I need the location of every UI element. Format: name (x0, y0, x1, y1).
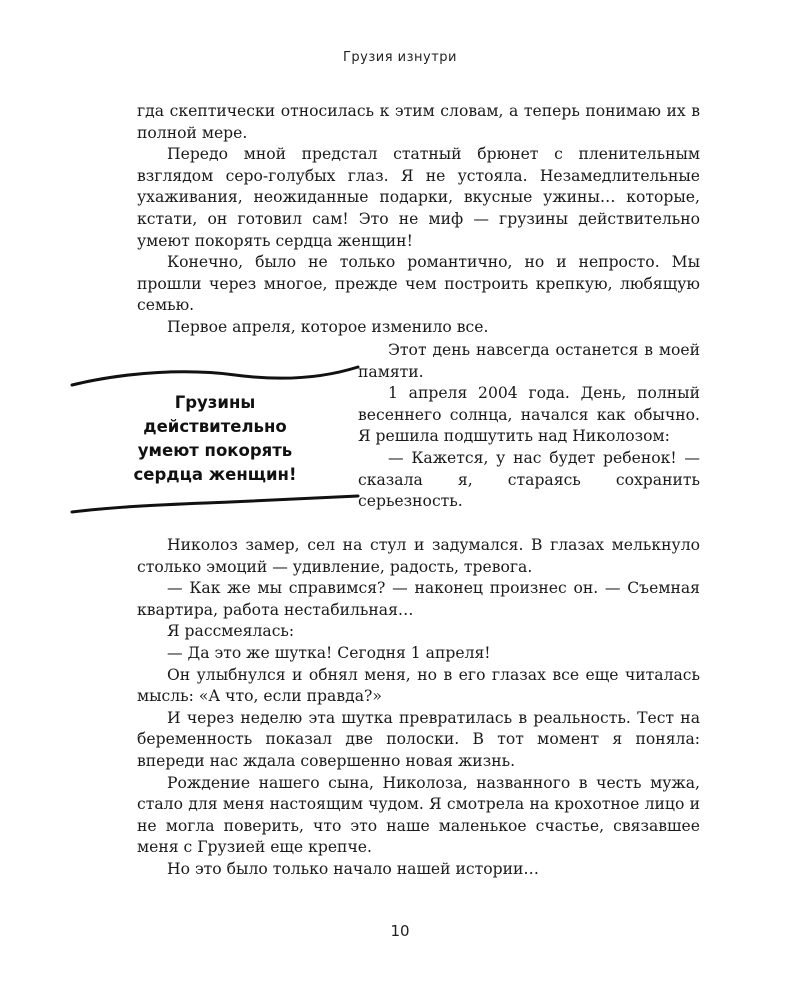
pull-quote-line: умеют покорять (137, 441, 293, 460)
paragraph: Передо мной предстал статный брюнет с пленительным взглядом серо-голубых глаз. Я не устояла. Незамедлительные ухаживания, неожиданные подарки, вкусные ужины… которые, кстати, он готовил сам! Это не миф — грузины действительно умеют покорять сердца женщин! (137, 145, 700, 250)
body-text-top (137, 101, 700, 339)
pull-quote-line: сердца женщин! (133, 465, 297, 484)
paragraph: Конечно, было не только романтично, но и непросто. Мы прошли через многое, прежде чем построить крепкую, любящую семью. (137, 253, 700, 315)
pull-quote-line: действительно (143, 417, 287, 436)
paragraph: Николоз замер, сел на стул и задумался. В глазах мелькнуло столько эмоций — удивление, радость, тревога. (137, 536, 700, 576)
paragraph: Первое апреля, которое изменило все. (167, 317, 489, 336)
paragraph: — Как же мы справимся? — наконец произнес он. — Съемная квартира, работа нестабильная… (137, 579, 700, 619)
pull-quote-line: Грузины (174, 393, 256, 412)
paragraph: Но это было только начало нашей истории… (167, 859, 540, 878)
paragraph: Рождение нашего сына, Николоза, названного в честь мужа, стало для меня настоящим чудом. Я смотрела на крохотное лицо и не могла поверить, что это наше маленькое счастье, связавшее меня с Грузией еще крепче. (137, 773, 700, 857)
pull-quote-bottom-wave (70, 492, 360, 522)
paragraph: — Кажется, у нас будет ребенок! — сказала я, стараясь сохранить серьезность. (358, 448, 700, 511)
paragraph: И через неделю эта шутка превратилась в реальность. Тест на беременность показал две полоски. В тот момент я поняла: впереди нас ждала совершенно новая жизнь. (137, 708, 700, 770)
pull-quote-top-wave (70, 361, 360, 391)
paragraph: Он улыбнулся и обнял меня, но в его глазах все еще читалась мысль: «А что, если правда?» (137, 665, 700, 706)
page-number: 10 (390, 922, 410, 940)
pull-quote (70, 355, 360, 525)
paragraph: Я рассмеялась: (167, 622, 295, 641)
running-head: Грузия изнутри (342, 50, 457, 65)
body-text-beside-quote (358, 340, 700, 513)
body-text-bottom (137, 535, 700, 881)
paragraph: — Да это же шутка! Сегодня 1 апреля! (167, 643, 491, 662)
paragraph: гда скептически относилась к этим словам, а теперь понимаю их в полной мере. (137, 102, 700, 142)
paragraph: Этот день навсегда останется в моей памяти. (358, 341, 700, 381)
pull-quote-text (115, 391, 315, 487)
paragraph: 1 апреля 2004 года. День, полный весеннего солнца, начался как обычно. Я решила подшутить над Николозом: (358, 384, 700, 446)
